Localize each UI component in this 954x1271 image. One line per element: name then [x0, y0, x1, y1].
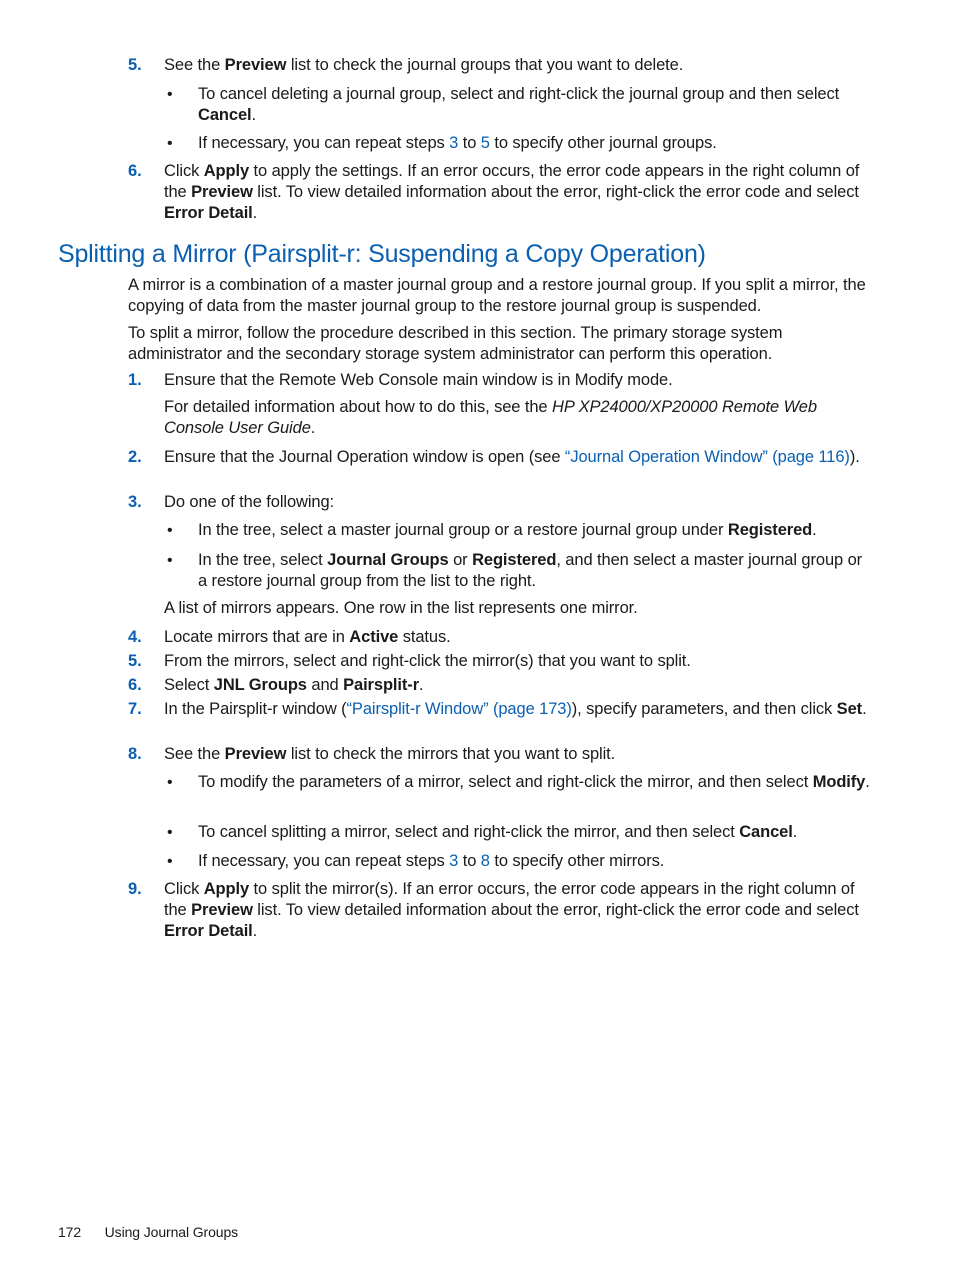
step-number: 9. — [128, 880, 142, 898]
step-text: See the Preview list to check the journal groups that you want to delete. — [164, 56, 684, 74]
step-number: 5. — [128, 652, 142, 670]
step-link[interactable]: 3 — [449, 134, 459, 152]
step-number: 6. — [128, 162, 142, 180]
bullet: • — [167, 522, 173, 539]
bullet-text: If necessary, you can repeat steps 3 to 8 to specify other mirrors. — [198, 852, 665, 870]
bullet-text: In the tree, select Journal Groups or Registered, and then select a master journal group or a restore journal group from the list to the right. — [198, 551, 863, 590]
step-number: 5. — [128, 56, 142, 74]
step-text: Locate mirrors that are in Active status. — [164, 628, 451, 646]
step-text: Select JNL Groups and Pairsplit-r. — [164, 676, 424, 694]
bullet: • — [167, 135, 173, 152]
cross-reference-link[interactable]: “Pairsplit-r Window” (page 173) — [346, 700, 572, 718]
step-link[interactable]: 8 — [480, 852, 490, 870]
step-note: For detailed information about how to do this, see the HP XP24000/XP20000 Remote Web Console User Guide. — [164, 398, 817, 437]
bullet-text: To modify the parameters of a mirror, select and right-click the mirror, and then select Modify. — [198, 773, 870, 791]
bullet-text: In the tree, select a master journal group or a restore journal group under Registered. — [198, 521, 817, 539]
page-number: 172 — [58, 1224, 82, 1240]
bullet: • — [167, 552, 173, 569]
bullet: • — [167, 774, 173, 791]
step-text: Ensure that the Remote Web Console main window is in Modify mode. — [164, 371, 673, 389]
bullet-text: If necessary, you can repeat steps 3 to 5 to specify other journal groups. — [198, 134, 717, 152]
step-text: Click Apply to split the mirror(s). If an error occurs, the error code appears in the right column of the Preview list. To view detailed information about the error, right-click the error code and select Error Detail. — [164, 880, 859, 940]
step-text: In the Pairsplit-r window (“Pairsplit-r Window” (page 173)), specify parameters, and then click Set. — [164, 700, 867, 718]
step-link[interactable]: 5 — [480, 134, 490, 152]
paragraph: A mirror is a combination of a master journal group and a restore journal group. If you split a mirror, the copying of data from the master journal group to the restore journal group is suspended. — [128, 276, 866, 315]
step-number: 8. — [128, 745, 142, 763]
step-text: From the mirrors, select and right-click the mirror(s) that you want to split. — [164, 652, 691, 670]
step-number: 6. — [128, 676, 142, 694]
page-footer — [58, 1222, 238, 1242]
step-number: 7. — [128, 700, 142, 718]
step-text: Ensure that the Journal Operation window is open (see “Journal Operation Window” (page 116)). — [164, 448, 860, 466]
bullet: • — [167, 86, 173, 103]
step-number: 3. — [128, 493, 142, 511]
step-number: 4. — [128, 628, 142, 646]
cross-reference-link[interactable]: “Journal Operation Window” (page 116) — [564, 448, 850, 466]
step-number: 2. — [128, 448, 142, 466]
step-note: A list of mirrors appears. One row in the list represents one mirror. — [164, 599, 638, 617]
bullet: • — [167, 824, 173, 841]
step-text: See the Preview list to check the mirrors that you want to split. — [164, 745, 616, 763]
step-text: Do one of the following: — [164, 493, 335, 511]
section-heading: Splitting a Mirror (Pairsplit-r: Suspending a Copy Operation) — [58, 240, 706, 268]
bullet-text: To cancel deleting a journal group, select and right-click the journal group and then select Cancel. — [198, 85, 840, 124]
step-number: 1. — [128, 371, 142, 389]
step-link[interactable]: 3 — [449, 852, 459, 870]
bullet: • — [167, 853, 173, 870]
paragraph: To split a mirror, follow the procedure described in this section. The primary storage system administrator and the secondary storage system administrator can perform this operation. — [128, 324, 783, 363]
chapter-title: Using Journal Groups — [104, 1224, 239, 1240]
step-text: Click Apply to apply the settings. If an error occurs, the error code appears in the right column of the Preview list. To view detailed information about the error, right-click the error code and select Error Detail. — [164, 162, 860, 222]
bullet-text: To cancel splitting a mirror, select and right-click the mirror, and then select Cancel. — [198, 823, 798, 841]
